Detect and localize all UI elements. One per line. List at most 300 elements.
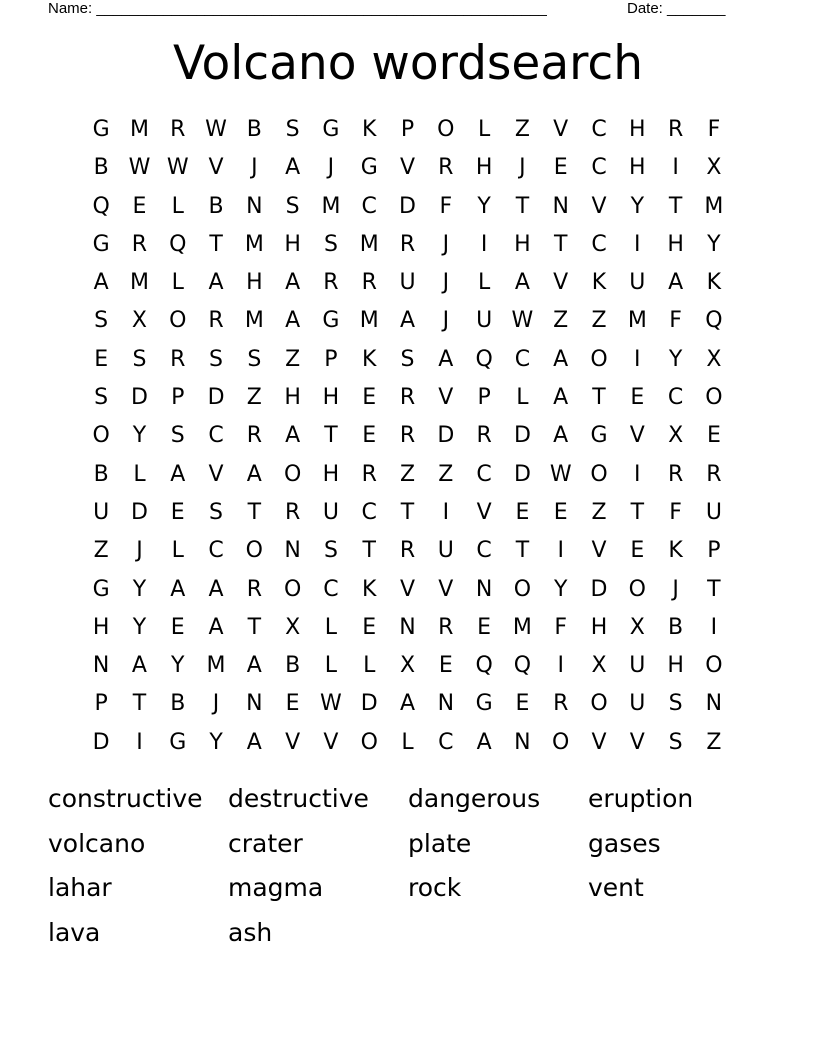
grid-letter: R <box>170 346 186 372</box>
grid-letter: Z <box>514 117 530 142</box>
grid-letter: G <box>92 117 110 142</box>
grid-letter: M <box>321 193 341 219</box>
grid-letter: T <box>400 499 415 525</box>
grid-letter: C <box>667 385 684 411</box>
grid-letter: A <box>246 653 262 679</box>
grid-letter: U <box>629 270 646 296</box>
grid-letter: U <box>476 308 493 334</box>
grid-letter: K <box>591 270 607 296</box>
grid-letter: M <box>244 308 264 334</box>
grid-letter: H <box>629 117 646 142</box>
grid-letter: E <box>170 614 185 640</box>
grid-letter: H <box>667 653 684 679</box>
grid-letter: X <box>706 155 722 181</box>
grid-letter: U <box>399 270 416 296</box>
grid-letter: I <box>672 155 679 181</box>
grid-letter: N <box>437 691 455 717</box>
grid-letter: Y <box>209 729 223 755</box>
grid-letter: E <box>362 423 377 449</box>
grid-letter: R <box>361 270 377 296</box>
word-list-item: crater <box>228 828 303 858</box>
grid-letter: E <box>630 385 645 411</box>
grid-letter: I <box>557 538 564 564</box>
grid-letter: Q <box>475 346 493 372</box>
grid-letter: A <box>285 308 301 334</box>
grid-letter: S <box>209 346 224 372</box>
grid-letter: B <box>285 653 301 679</box>
grid-letter: A <box>553 423 569 449</box>
grid-letter: T <box>707 576 721 602</box>
grid-letter: O <box>92 423 110 449</box>
grid-letter: C <box>591 117 607 142</box>
grid-letter: C <box>476 538 492 564</box>
grid-letter: H <box>284 385 301 411</box>
grid-letter: Y <box>132 576 147 602</box>
grid-letter: A <box>285 155 301 181</box>
grid-letter: V <box>629 423 645 449</box>
grid-letter: A <box>553 346 569 372</box>
grid-letter: Y <box>668 346 683 372</box>
grid-letter: V <box>438 385 454 411</box>
grid-letter: R <box>399 231 416 257</box>
grid-letter: W <box>166 155 189 181</box>
grid-letter: R <box>667 117 684 142</box>
grid-letter: A <box>514 270 530 296</box>
grid-letter: F <box>669 308 682 334</box>
name-field: Name: ______________________________________________________ <box>48 0 547 17</box>
grid-letter: X <box>629 614 645 640</box>
grid-letter: R <box>246 423 262 449</box>
grid-letter: E <box>553 155 568 181</box>
grid-letter: N <box>92 653 110 679</box>
grid-letter: A <box>399 691 416 717</box>
word-list-item: constructive <box>48 784 203 813</box>
grid-letter: H <box>629 155 646 181</box>
grid-letter: R <box>667 461 684 487</box>
grid-letter: R <box>284 499 301 525</box>
grid-letter: N <box>246 691 263 717</box>
grid-letter: G <box>360 155 378 181</box>
grid-letter: A <box>170 576 186 602</box>
grid-letter: L <box>477 270 491 296</box>
grid-letter: L <box>363 653 376 679</box>
grid-letter: R <box>438 614 454 640</box>
grid-letter: O <box>705 385 723 411</box>
grid-letter: T <box>247 614 262 640</box>
word-list-item: eruption <box>588 784 694 813</box>
grid-letter: D <box>399 193 416 219</box>
grid-letter: V <box>399 155 416 181</box>
grid-letter: D <box>92 729 110 755</box>
grid-letter: T <box>515 538 530 564</box>
grid-letter: H <box>322 461 340 487</box>
grid-letter: B <box>246 117 262 142</box>
grid-letter: U <box>93 499 110 525</box>
grid-letter: D <box>130 499 148 525</box>
grid-letter: G <box>92 231 110 257</box>
grid-letter: C <box>438 729 454 755</box>
grid-letter: R <box>399 538 416 564</box>
grid-letter: V <box>208 461 224 487</box>
grid-letter: W <box>549 461 572 487</box>
grid-letter: R <box>553 691 569 717</box>
grid-letter: R <box>208 308 224 334</box>
grid-letter: G <box>322 308 340 334</box>
grid-letter: V <box>591 193 607 219</box>
grid-letter: S <box>285 117 300 142</box>
grid-letter: R <box>361 461 377 487</box>
grid-letter: E <box>515 499 530 525</box>
grid-letter: K <box>362 117 377 142</box>
grid-letter: E <box>170 499 185 525</box>
word-list <box>48 777 768 956</box>
grid-letter: H <box>284 231 301 257</box>
grid-letter: T <box>592 385 606 411</box>
grid-letter: R <box>170 117 186 142</box>
grid-letter: C <box>208 538 224 564</box>
grid-letter: U <box>437 538 454 564</box>
grid-letter: A <box>476 729 492 755</box>
grid-letter: D <box>513 423 531 449</box>
grid-letter: T <box>515 193 530 219</box>
grid-letter: G <box>169 729 187 755</box>
grid-letter: E <box>553 499 568 525</box>
grid-letter: L <box>171 193 184 219</box>
grid-letter: M <box>359 308 379 334</box>
grid-letter: C <box>361 499 377 525</box>
grid-letter: S <box>132 346 147 372</box>
grid-letter: X <box>591 653 607 679</box>
grid-letter: T <box>630 499 645 525</box>
grid-letter: J <box>672 576 679 602</box>
word-list-item: plate <box>408 828 472 858</box>
grid-letter: M <box>627 308 647 334</box>
word-list-item: lahar <box>48 873 112 903</box>
grid-letter: I <box>557 653 564 679</box>
grid-letter: I <box>136 729 143 755</box>
grid-letter: S <box>400 346 415 372</box>
grid-letter: K <box>668 538 683 564</box>
grid-letter: C <box>361 193 377 219</box>
grid-letter: B <box>668 614 684 640</box>
grid-letter: H <box>475 155 493 181</box>
grid-letter: A <box>208 576 224 602</box>
grid-letter: C <box>323 576 339 602</box>
grid-letter: S <box>668 691 683 717</box>
grid-letter: R <box>476 423 492 449</box>
grid-letter: B <box>93 461 109 487</box>
grid-letter: I <box>480 231 488 257</box>
grid-letter: F <box>707 117 721 142</box>
grid-letter: R <box>246 576 262 602</box>
grid-letter: O <box>552 729 570 755</box>
grid-letter: J <box>519 155 526 181</box>
word-list-item: volcano <box>48 828 146 858</box>
grid-letter: E <box>706 423 721 449</box>
grid-letter: Y <box>553 576 568 602</box>
grid-letter: S <box>94 308 109 334</box>
grid-letter: J <box>212 691 220 717</box>
word-list-item: vent <box>588 873 644 903</box>
grid-letter: U <box>705 499 722 525</box>
grid-letter: N <box>284 538 301 564</box>
grid-letter: Z <box>438 461 454 487</box>
grid-letter: T <box>553 231 568 257</box>
word-list-item: gases <box>588 828 661 858</box>
grid-letter: L <box>516 385 529 411</box>
grid-letter: P <box>707 538 721 564</box>
grid-letter: M <box>206 653 226 679</box>
grid-letter: H <box>590 614 608 640</box>
grid-letter: E <box>630 538 645 564</box>
grid-letter: A <box>668 270 684 296</box>
grid-letter: K <box>362 576 377 602</box>
grid-letter: A <box>208 270 224 296</box>
word-list-item: destructive <box>228 784 369 813</box>
grid-letter: I <box>710 614 718 640</box>
grid-letter: Q <box>169 231 187 257</box>
grid-letter: Y <box>477 193 491 219</box>
grid-letter: C <box>476 461 492 487</box>
grid-letter: L <box>171 270 184 296</box>
grid-letter: I <box>442 499 450 525</box>
grid-letter: S <box>209 499 224 525</box>
grid-letter: Z <box>591 499 607 525</box>
grid-letter: J <box>136 538 143 564</box>
grid-letter: J <box>442 270 450 296</box>
grid-letter: V <box>591 729 607 755</box>
grid-letter: O <box>590 461 608 487</box>
grid-letter: H <box>92 614 110 640</box>
grid-letter: B <box>93 155 109 181</box>
grid-letter: E <box>285 691 300 717</box>
grid-letter: T <box>362 538 376 564</box>
grid-letter: A <box>285 270 301 296</box>
grid-letter: Y <box>171 653 185 679</box>
grid-letter: T <box>132 691 147 717</box>
grid-letter: M <box>129 270 149 296</box>
grid-letter: D <box>590 576 608 602</box>
grid-letter: G <box>475 691 493 717</box>
grid-letter: O <box>705 653 723 679</box>
grid-letter: E <box>94 346 109 372</box>
grid-letter: Y <box>132 423 147 449</box>
grid-letter: K <box>362 346 377 372</box>
grid-letter: O <box>590 346 608 372</box>
grid-letter: Q <box>705 308 723 334</box>
grid-letter: I <box>634 231 641 257</box>
grid-letter: D <box>437 423 455 449</box>
grid-letter: M <box>359 231 379 257</box>
grid-letter: R <box>323 270 339 296</box>
letter-grid <box>82 111 733 762</box>
grid-letter: E <box>515 691 530 717</box>
grid-letter: R <box>131 231 148 257</box>
grid-letter: M <box>129 117 149 142</box>
page-title: Volcano wordsearch <box>172 36 644 91</box>
grid-letter: G <box>92 576 110 602</box>
grid-letter: U <box>322 499 339 525</box>
grid-letter: V <box>476 499 492 525</box>
grid-letter: S <box>285 193 300 219</box>
grid-letter: Q <box>92 193 110 219</box>
grid-letter: P <box>324 346 338 372</box>
grid-letter: T <box>247 499 262 525</box>
grid-letter: N <box>475 576 493 602</box>
grid-letter: X <box>706 346 722 372</box>
grid-letter: E <box>438 653 453 679</box>
grid-letter: J <box>327 155 335 181</box>
grid-letter: W <box>511 308 534 334</box>
grid-letter: A <box>131 653 147 679</box>
grid-letter: V <box>438 576 454 602</box>
grid-letter: S <box>170 423 185 449</box>
grid-letter: A <box>170 461 186 487</box>
grid-letter: P <box>94 691 108 717</box>
grid-letter: K <box>706 270 722 296</box>
grid-letter: Z <box>93 538 109 564</box>
grid-letter: C <box>514 346 531 372</box>
grid-letter: V <box>591 538 607 564</box>
grid-letter: D <box>207 385 225 411</box>
grid-letter: N <box>246 193 263 219</box>
word-list-item: magma <box>228 873 324 903</box>
grid-letter: I <box>634 461 641 487</box>
grid-letter: V <box>285 729 301 755</box>
grid-letter: C <box>591 155 607 181</box>
grid-letter: R <box>399 423 416 449</box>
grid-letter: S <box>323 231 338 257</box>
grid-letter: W <box>320 691 342 717</box>
grid-letter: S <box>247 346 262 372</box>
grid-letter: Z <box>399 461 416 487</box>
grid-letter: H <box>667 231 684 257</box>
grid-letter: V <box>629 729 645 755</box>
grid-letter: N <box>705 691 723 717</box>
grid-letter: L <box>171 538 184 564</box>
grid-letter: V <box>323 729 339 755</box>
grid-letter: N <box>552 193 569 219</box>
grid-letter: A <box>93 270 109 296</box>
grid-letter: M <box>244 231 264 257</box>
grid-letter: H <box>322 385 340 411</box>
grid-letter: O <box>513 576 532 602</box>
grid-letter: B <box>170 691 186 717</box>
grid-letter: L <box>133 461 146 487</box>
grid-letter: P <box>400 117 415 142</box>
grid-letter: X <box>668 423 684 449</box>
grid-letter: J <box>251 155 258 181</box>
grid-letter: R <box>706 461 722 487</box>
grid-letter: F <box>439 193 453 219</box>
grid-letter: R <box>399 385 416 411</box>
grid-letter: L <box>324 614 338 640</box>
grid-letter: F <box>554 614 568 640</box>
grid-letter: A <box>553 385 569 411</box>
grid-letter: C <box>208 423 224 449</box>
grid-letter: V <box>553 270 569 296</box>
grid-letter: B <box>208 193 224 219</box>
grid-letter: A <box>208 614 224 640</box>
grid-letter: P <box>477 385 491 411</box>
grid-letter: J <box>442 308 450 334</box>
grid-letter: O <box>245 538 263 564</box>
grid-letter: Z <box>706 729 722 755</box>
grid-letter: E <box>362 385 377 411</box>
grid-letter: E <box>362 614 377 640</box>
grid-letter: M <box>704 193 724 219</box>
grid-letter: L <box>324 653 338 679</box>
grid-letter: E <box>132 193 147 219</box>
grid-letter: D <box>360 691 378 717</box>
grid-letter: G <box>322 117 340 142</box>
grid-letter: A <box>438 346 454 372</box>
grid-letter: L <box>477 117 491 142</box>
grid-letter: X <box>131 308 147 334</box>
grid-letter: T <box>324 423 338 449</box>
grid-letter: Q <box>513 653 532 679</box>
grid-letter: L <box>401 729 414 755</box>
word-list-item: lava <box>48 918 101 948</box>
grid-letter: O <box>590 691 608 717</box>
grid-letter: H <box>514 231 531 257</box>
grid-letter: O <box>628 576 646 602</box>
grid-letter: V <box>399 576 416 602</box>
grid-letter: C <box>591 231 607 257</box>
grid-letter: D <box>513 461 531 487</box>
grid-letter: T <box>668 193 683 219</box>
word-list-item: dangerous <box>408 784 541 813</box>
grid-letter: A <box>246 729 262 755</box>
grid-letter: W <box>128 155 151 181</box>
grid-letter: V <box>553 117 569 142</box>
grid-letter: F <box>669 499 682 525</box>
grid-letter: A <box>399 308 416 334</box>
grid-letter: Y <box>707 231 721 257</box>
grid-letter: G <box>590 423 608 449</box>
grid-letter: Y <box>132 614 147 640</box>
grid-letter: V <box>208 155 224 181</box>
grid-letter: O <box>169 308 187 334</box>
grid-letter: Z <box>246 385 262 411</box>
grid-letter: J <box>442 231 450 257</box>
grid-letter: H <box>246 270 263 296</box>
grid-letter: U <box>629 691 646 717</box>
grid-letter: I <box>634 346 641 372</box>
date-field: Date: _______ <box>627 0 726 17</box>
grid-letter: A <box>285 423 301 449</box>
grid-letter: Z <box>591 308 607 334</box>
grid-letter: Y <box>630 193 645 219</box>
grid-letter: N <box>514 729 531 755</box>
grid-letter: E <box>477 614 492 640</box>
header-row <box>48 0 740 20</box>
grid-letter: X <box>285 614 301 640</box>
grid-letter: T <box>209 231 223 257</box>
grid-letter: X <box>399 653 416 679</box>
grid-letter: S <box>668 729 683 755</box>
grid-letter: S <box>323 538 338 564</box>
word-list-item: ash <box>228 918 273 948</box>
grid-letter: P <box>171 385 185 411</box>
grid-letter: D <box>130 385 148 411</box>
grid-letter: W <box>205 117 227 142</box>
grid-letter: O <box>283 461 302 487</box>
grid-letter: M <box>512 614 532 640</box>
grid-letter: Q <box>475 653 493 679</box>
grid-letter: N <box>399 614 416 640</box>
grid-letter: Z <box>285 346 301 372</box>
